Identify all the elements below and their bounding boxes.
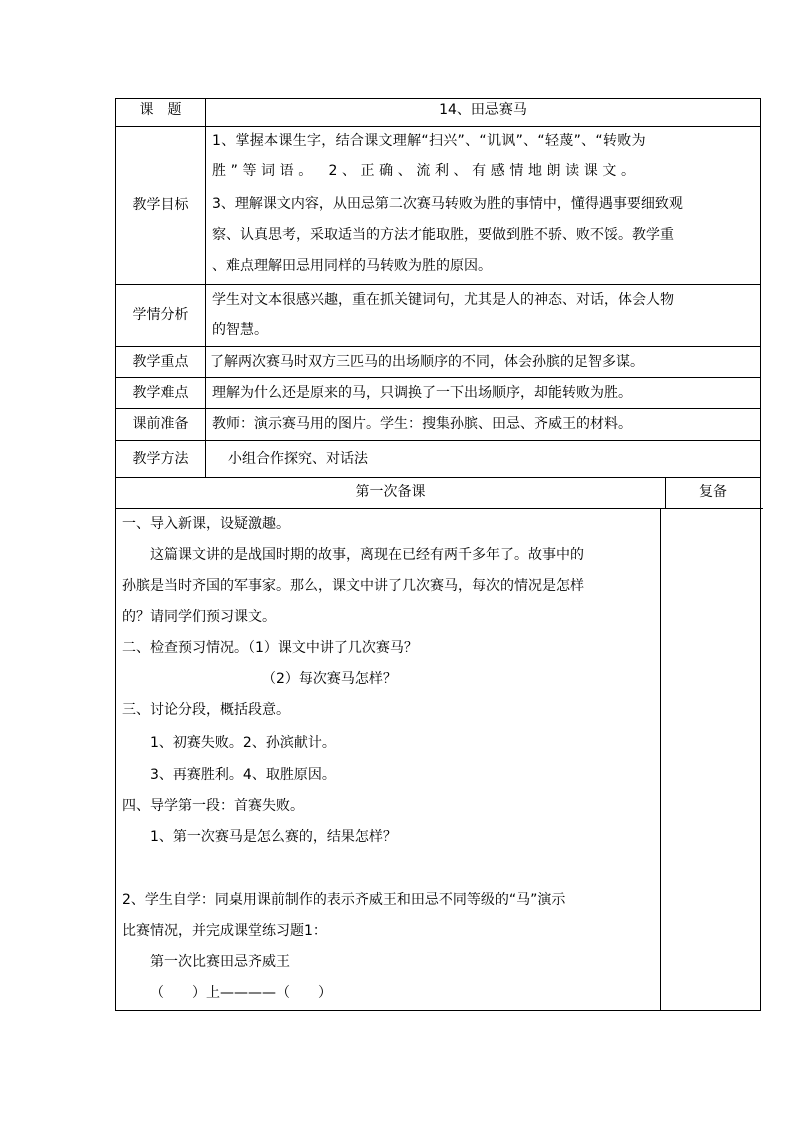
rule-right-upper (760, 98, 761, 478)
key-point-text: 了解两次赛马时双方三匹马的出场顺序的不同，体会孙膑的足智多谋。 (210, 354, 644, 370)
preparation-text: 教师：演示赛马用的图片。学生：搜集孙膑、田忌、齐威王的材料。 (212, 416, 632, 432)
preparation-label: 课前准备 (132, 416, 189, 432)
title-label: 课 题 (139, 102, 182, 118)
lesson-title: 14、田忌赛马 (439, 102, 527, 118)
body-line: 第一次比赛田忌齐威王 (150, 954, 290, 970)
review-prep-header: 复备 (699, 484, 727, 500)
rule-top (115, 98, 760, 99)
body-line: 的？请同学们预习课文。 (122, 609, 276, 625)
objectives-line: 、难点理解田忌用同样的马转败为胜的原因。 (212, 258, 492, 274)
rule-after-method (115, 477, 760, 478)
objectives-line: 察、认真思考，采取适当的方法才能取胜，要做到胜不骄、败不馁。教学重 (212, 227, 674, 243)
analysis-label: 学情分析 (132, 307, 189, 323)
objectives-line: 3、理解课文内容，从田忌第二次赛马转败为胜的事情中，懂得遇事要细致观 (212, 196, 683, 212)
rule-after-analysis (115, 346, 760, 347)
analysis-line: 的智慧。 (212, 322, 268, 338)
body-line: 1、初赛失败。2、孙滨献计。 (150, 735, 336, 751)
rule-after-title (115, 126, 760, 127)
first-prep-header: 第一次备课 (355, 484, 426, 500)
rule-left-lower (115, 477, 116, 1011)
rule-after-objectives (115, 284, 760, 285)
analysis-line: 学生对文本很感兴趣，重在抓关键词句，尤其是人的神态、对话，体会人物 (212, 292, 674, 308)
difficulty-label: 教学难点 (132, 385, 189, 401)
body-line: 3、再赛胜利。4、取胜原因。 (150, 767, 336, 783)
method-text: 小组合作探究、对话法 (228, 451, 368, 467)
body-line: 三、讨论分段，概括段意。 (122, 702, 290, 718)
rule-bottom (115, 1010, 760, 1011)
body-line: 1、第一次赛马是怎么赛的，结果怎样？ (150, 829, 397, 845)
method-label: 教学方法 (132, 451, 189, 467)
body-line: 2、学生自学：同桌用课前制作的表示齐威王和田忌不同等级的“马”演示 (122, 892, 566, 908)
body-line: 二、检查预习情况。（1）课文中讲了几次赛马？ (122, 640, 418, 656)
body-line: 一、导入新课，设疑激趣。 (122, 516, 290, 532)
body-line: 比赛情况，并完成课堂练习题1： (122, 923, 327, 939)
objectives-line: 胜”等词语。 2、正确、流利、有感情地朗读课文。 (212, 163, 640, 179)
body-line: 四、导学第一段：首赛失败。 (122, 798, 304, 814)
body-line: （ ）上————（ ） (150, 985, 332, 1001)
objectives-line: 1、掌握本课生字，结合课文理解“扫兴”、“讥讽”、“轻蔑”、“转败为 (212, 133, 646, 149)
body-line: （2）每次赛马怎样？ (262, 671, 397, 687)
rule-after-preparation (115, 440, 760, 441)
objectives-label: 教学目标 (132, 197, 189, 213)
rule-right-lower (760, 477, 761, 1011)
rule-after-difficulty (115, 408, 760, 409)
body-line: 孙膑是当时齐国的军事家。那么，课文中讲了几次赛马，每次的情况是怎样 (122, 578, 584, 594)
body-line: 这篇课文讲的是战国时期的故事，离现在已经有两千多年了。故事中的 (150, 547, 584, 563)
rule-after-key-point (115, 377, 760, 378)
difficulty-text: 理解为什么还是原来的马，只调换了一下出场顺序，却能转败为胜。 (212, 385, 632, 401)
key-point-label: 教学重点 (132, 354, 189, 370)
rule-label-divider (205, 98, 206, 478)
rule-body-divider (660, 508, 661, 1010)
